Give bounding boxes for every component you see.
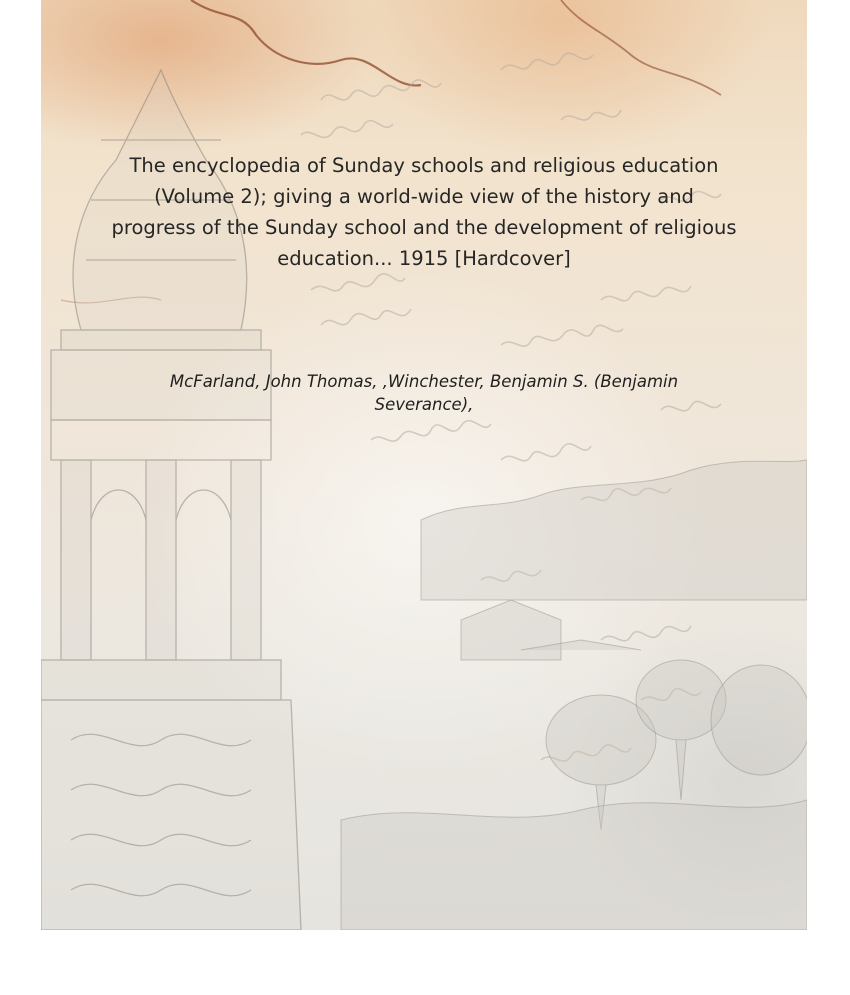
- paper-crack-line: [561, 0, 721, 95]
- book-cover: [41, 0, 807, 930]
- landscape-engraving: [341, 460, 807, 930]
- cover-illustration: [41, 0, 807, 930]
- paper-crack-line: [191, 0, 421, 85]
- book-authors: McFarland, John Thomas, ,Winchester, Benjamin S. (Benjamin Severance),: [169, 372, 679, 414]
- book-title: The encyclopedia of Sunday schools and religious education (Volume 2); giving a world-wide view of the history and progress of the Sunday school and the development of religious education... 1915 [Hardcover]: [111, 154, 737, 270]
